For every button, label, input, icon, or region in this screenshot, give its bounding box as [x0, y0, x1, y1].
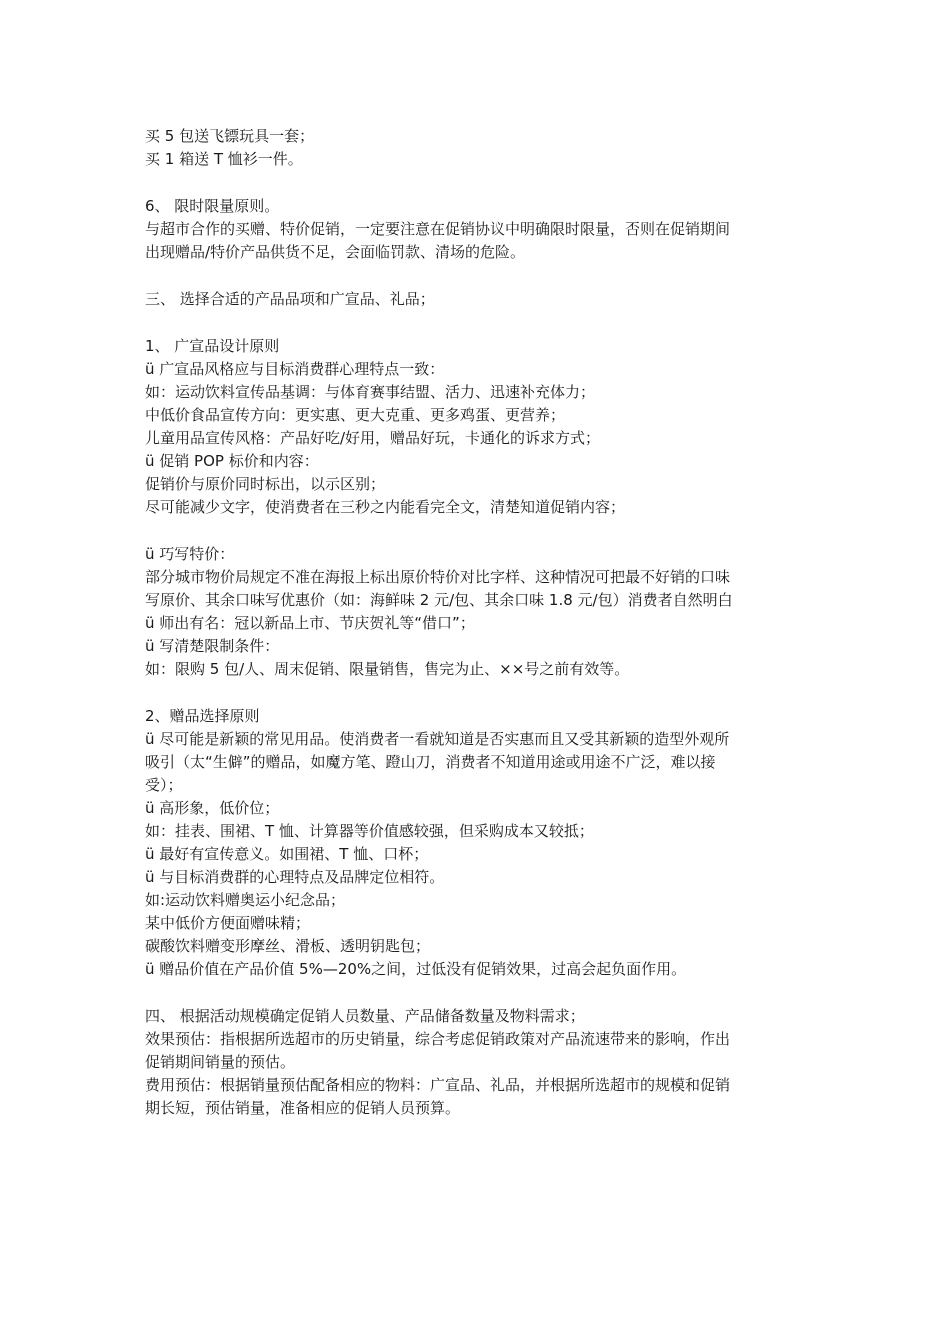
blank-line: [145, 681, 810, 705]
text-line: 碳酸饮料赠变形摩丝、滑板、透明钥匙包；: [145, 937, 431, 955]
section-heading: 6、 限时限量原则。: [145, 197, 280, 215]
text-line: 效果预估：指根据所选超市的历史销量，综合考虑促销政策对产品流速带来的影响，作出: [145, 1030, 731, 1048]
text-line: 受）；: [145, 776, 183, 794]
text-line: ü 巧写特价：: [145, 545, 235, 563]
section-heading: 1、 广宣品设计原则: [145, 337, 280, 355]
text-line: ü 广宣品风格应与目标消费群心理特点一致：: [145, 360, 445, 378]
section-heading: 2、赠品选择原则: [145, 707, 260, 725]
text-line: 与超市合作的买赠、特价促销，一定要注意在促销协议中明确限时限量，否则在促销期间: [145, 220, 731, 238]
text-line: ü 写清楚限制条件：: [145, 637, 280, 655]
text-line: 费用预估：根据销量预估配备相应的物料：广宣品、礼品，并根据所选超市的规模和促销: [145, 1076, 731, 1094]
text-line: ü 与目标消费群的心理特点及品牌定位相符。: [145, 868, 445, 886]
text-line: 如：限购 5 包/人、周末促销、限量销售，售完为止、××号之前有效等。: [145, 660, 630, 678]
text-line: ü 促销 POP 标价和内容：: [145, 452, 319, 470]
text-line: 买 1 箱送 T 恤衫一件。: [145, 150, 303, 168]
text-line: 吸引（太“生僻”的赠品，如魔方笔、蹬山刀，消费者不知道用途或用途不广泛，难以接: [145, 753, 716, 771]
text-line: 如:运动饮料赠奥运小纪念品；: [145, 891, 346, 909]
text-line: 如：运动饮料宣传品基调：与体育赛事结盟、活力、迅速补充体力；: [145, 383, 596, 401]
text-line: ü 高形象，低价位；: [145, 799, 280, 817]
text-line: 某中低价方便面赠味精；: [145, 914, 311, 932]
text-line: 部分城市物价局规定不准在海报上标出原价特价对比字样、这种情况可把最不好销的口味: [145, 568, 731, 586]
section-heading: 四、 根据活动规模确定促销人员数量、产品储备数量及物料需求；: [145, 1007, 585, 1025]
document-page: [145, 125, 810, 1120]
text-line: ü 尽可能是新颖的常见用品。使消费者一看就知道是否实惠而且又受其新颖的造型外观所: [145, 730, 730, 748]
text-line: 尽可能减少文字，使消费者在三秒之内能看完全文，清楚知道促销内容；: [145, 498, 626, 516]
blank-line: [145, 311, 810, 335]
text-line: ü 师出有名：冠以新品上市、节庆贺礼等“借口”；: [145, 614, 475, 632]
text-line: 促销价与原价同时标出，以示区别；: [145, 475, 386, 493]
text-line: 中低价食品宣传方向：更实惠、更大克重、更多鸡蛋、更营养；: [145, 406, 566, 424]
text-line: 出现赠品/特价产品供货不足，会面临罚款、清场的危险。: [145, 243, 526, 261]
blank-line: [145, 981, 810, 1005]
text-line: 如：挂表、围裙、T 恤、计算器等价值感较强，但采购成本又较抵；: [145, 822, 594, 840]
text-line: ü 最好有宣传意义。如围裙、T 恤、口杯；: [145, 845, 429, 863]
text-line: 期长短，预估销量，准备相应的促销人员预算。: [145, 1099, 461, 1117]
blank-line: [145, 264, 810, 288]
blank-line: [145, 519, 810, 543]
text-line: 促销期间销量的预估。: [145, 1053, 296, 1071]
text-line: 写原价、其余口味写优惠价（如：海鲜味 2 元/包、其余口味 1.8 元/包）消费者自然明白: [145, 591, 733, 609]
section-heading: 三、 选择合适的产品品项和广宣品、礼品；: [145, 290, 435, 308]
text-line: 买 5 包送飞镖玩具一套；: [145, 127, 315, 145]
text-line: ü 赠品价值在产品价值 5%—20%之间，过低没有促销效果，过高会起负面作用。: [145, 960, 687, 978]
blank-line: [145, 171, 810, 195]
text-line: 儿童用品宣传风格：产品好吃/好用，赠品好玩，卡通化的诉求方式；: [145, 429, 601, 447]
